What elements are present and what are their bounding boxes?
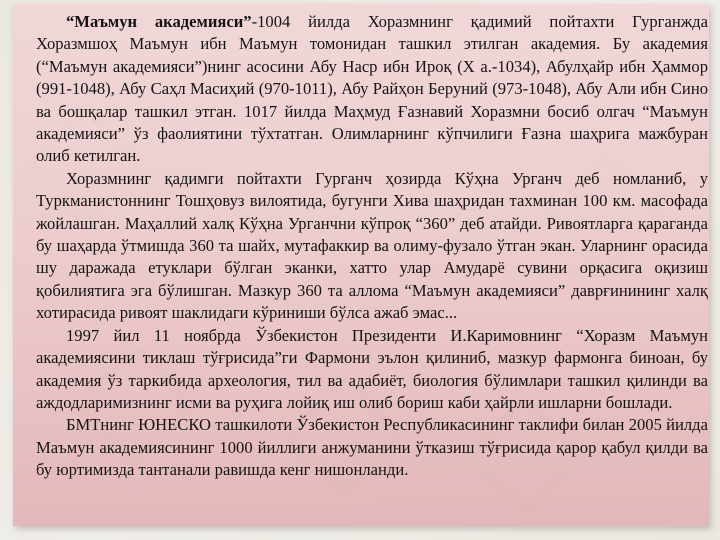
- paragraph-text: 1997 йил 11 ноябрда Ўзбекистон Президенти И.Каримовнинг “Хоразм Маъмун академиясини тиклаш тўғрисида”ги Фармони эълон қилиниб, мазкур фармонга биноан, бу академия ўз таркибида археология, тил ва адабиёт, биология бўлимлари ташкил қилинди ва аждодларимизнинг исми ва руҳига лойиқ иш олиб бориш каби ҳайрли ишларни бошлади.: [36, 325, 708, 412]
- paragraph-unesco: [36, 414, 708, 481]
- paragraph-text: БМТнинг ЮНЕСКО ташкилоти Ўзбекистон Республикасининг таклифи билан 2005 йилда Маъмун академиясининг 1000 йиллиги анжуманини ўтказиш тўғрисида қарор қабул қилди ва бу юртимизда тантанали равишда кенг нишонланди.: [36, 415, 708, 480]
- paragraph-academy-definition: [36, 11, 708, 168]
- article-body: [36, 11, 708, 482]
- text-panel: [13, 4, 709, 526]
- paragraph-text: Хоразмнинг қадимги пойтахти Гурганч ҳозирда Кўҳна Урганч деб номланиб, у Туркманистоннинг Тошҳовуз вилоятида, бугунги Хива шаҳридан тахминан 100 км. масофада жойлашган. Маҳаллий халқ Кўҳна Урганчни кўпроқ “360” деб атайди. Ривоятларга қараганда бу шаҳарда ўтмишда 360 та шайх, мутафаккир ва олиму-фузало ўтган экан. Уларнинг орасида шу даражада етуклари бўлган эканки, хатто улар Амударё сувини орқасига оқизиш қобилиятига эга бўлишган. Мазкур 360 та аллома “Маъмун академияси” даврғинининг халқ хотирасида ривоят шаклидаги кўриниши бўлса ажаб эмас...: [36, 168, 708, 323]
- paragraph-urgench: [36, 168, 708, 325]
- paragraph-decree-1997: [36, 325, 708, 415]
- paragraph-text: -1004 йилда Хоразмнинг қадимий пойтахти Гурганжда Хоразмшоҳ Маъмун ибн Маъмун томонидан ташкил этилган академия. Бу академия (“Маъмун академияси”)нинг асосини Абу Наср ибн Ироқ (Х а.-1034), Абулҳайр ибн Ҳаммор (991-1048), Абу Саҳл Масиҳий (970-1011), Абу Райҳон Беруний (973-1048), Абу Али ибн Сино ва бошқалар ташкил этган. 1017 йилда Маҳмуд Ғазнавий Хоразмни босиб олгач “Маъмун академияси” ўз фаолиятини тўхтатган. Олимларнинг кўпчилиги Ғазна шаҳрига мажбуран олиб кетилган.: [36, 12, 708, 166]
- academy-name-heading: “Маъмун академияси”: [66, 12, 252, 31]
